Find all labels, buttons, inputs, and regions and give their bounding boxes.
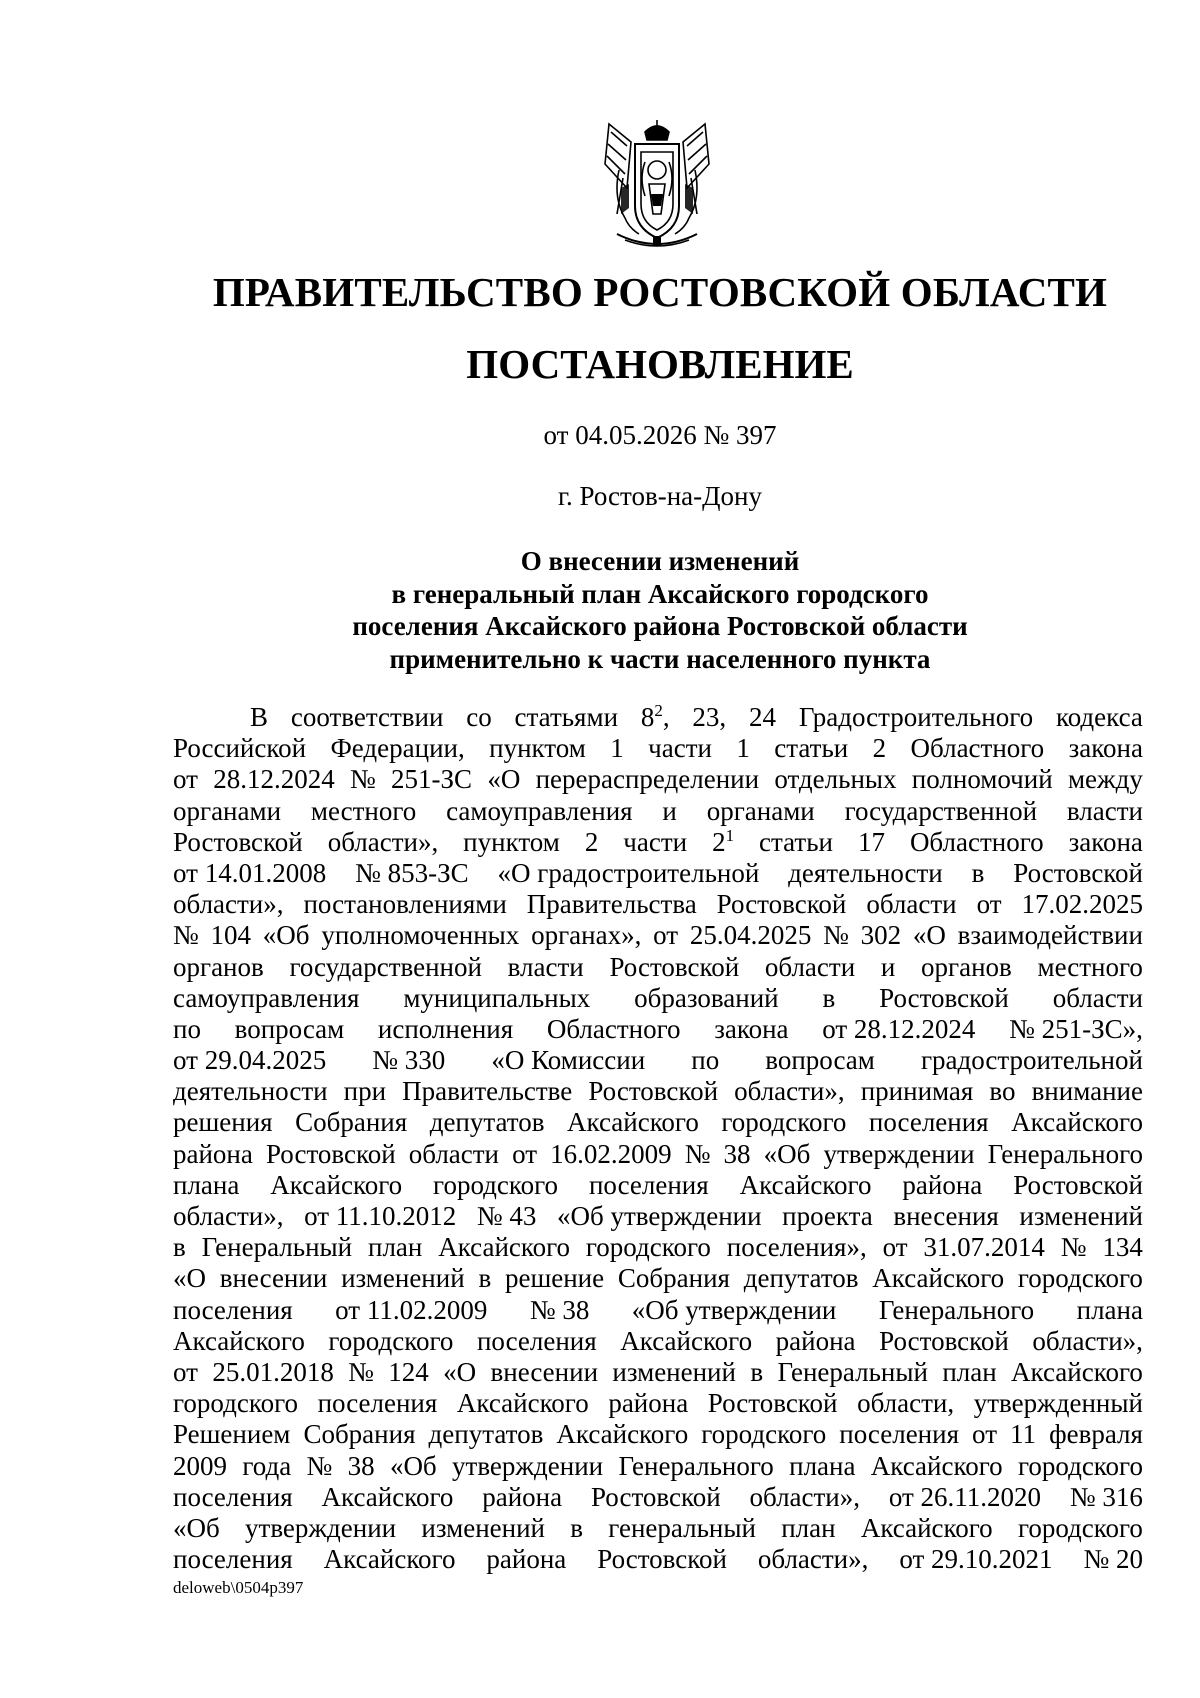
body-word: по	[173, 1013, 201, 1044]
body-word: постановлениями	[303, 889, 507, 920]
body-word: области»,	[173, 1201, 284, 1231]
body-word: в	[822, 982, 836, 1013]
body-word: Аксайского	[456, 1388, 589, 1419]
body-word: 17	[857, 826, 885, 857]
body-line	[173, 1076, 1143, 1107]
body-word: городского	[1017, 1512, 1143, 1543]
body-word: план	[368, 1232, 423, 1263]
body-word: Аксайского	[1011, 1356, 1143, 1387]
body-word: от	[512, 1138, 538, 1169]
subject-line: применительно к части населенного пункта	[389, 643, 931, 674]
body-word: от 11.10.2012	[304, 1201, 457, 1231]
body-word: №	[1060, 1232, 1087, 1263]
body-word: поселения	[317, 1388, 438, 1419]
document-place: г. Ростов-на-Дону	[557, 481, 762, 511]
body-word: Аксайского	[270, 1169, 403, 1200]
body-word: области	[408, 1138, 500, 1169]
body-word: №	[823, 920, 849, 951]
body-line	[173, 1513, 1143, 1544]
body-word: Правительстве	[402, 1076, 573, 1107]
body-word: во	[989, 1076, 1016, 1107]
body-word: от	[976, 889, 1002, 920]
body-word: закона	[714, 1013, 789, 1044]
body-word: Ростовской	[590, 1481, 721, 1512]
body-word: от	[173, 764, 198, 795]
body-word: и	[880, 951, 896, 982]
body-line	[173, 764, 1143, 795]
body-word: Ростовской	[597, 1544, 727, 1575]
body-word: поселения	[868, 1107, 989, 1138]
body-word: в	[478, 1263, 492, 1294]
body-word: внесении	[219, 1263, 328, 1294]
body-word: исполнения	[377, 1013, 514, 1044]
body-word: района	[775, 1325, 856, 1356]
body-word: статьи	[774, 733, 849, 764]
body-word: Областного	[546, 1013, 681, 1044]
body-word: Российской	[173, 733, 307, 764]
body-line	[173, 920, 1143, 951]
body-word: части	[623, 826, 688, 857]
body-word: Аксайского	[872, 1263, 1005, 1294]
body-word: решения	[173, 1107, 273, 1138]
body-word: Аксайского	[567, 1107, 699, 1138]
body-word: городского	[1017, 1263, 1143, 1294]
body-word: 25.01.2018	[212, 1356, 334, 1387]
body-word: 302	[860, 920, 902, 951]
body-line	[173, 1419, 1143, 1450]
body-word: городского	[701, 1419, 827, 1450]
government-title: ПРАВИТЕЛЬСТВО РОСТОВСКОЙ ОБЛАСТИ	[212, 269, 1108, 315]
body-word: Ростовской	[588, 1076, 719, 1107]
body-word: утверждении	[452, 1450, 604, 1481]
body-word: Федерации,	[330, 733, 465, 764]
body-word: в	[750, 1356, 764, 1387]
body-word: Аксайского	[870, 1450, 1003, 1481]
body-word: 2009	[173, 1450, 227, 1481]
body-word: области»,	[734, 1076, 845, 1107]
body-word: района	[173, 1138, 253, 1169]
body-word: В	[250, 702, 269, 732]
body-word: №	[348, 1356, 374, 1387]
body-line	[173, 1045, 1143, 1076]
body-word: 2	[872, 733, 887, 764]
body-word: 38	[347, 1450, 375, 1481]
body-word: плана	[789, 1450, 856, 1481]
body-word: плана	[173, 1169, 240, 1200]
body-word: района	[486, 1544, 567, 1575]
body-line	[173, 733, 1143, 764]
body-word: 25.04.2025	[689, 920, 812, 951]
body-word: № 853-ЗС	[355, 857, 469, 888]
body-word: 24	[749, 702, 776, 732]
body-word: от	[173, 1356, 198, 1387]
body-word: решение	[504, 1263, 605, 1294]
body-word: 16.02.2009	[550, 1138, 672, 1169]
body-word: области»,	[1032, 1325, 1143, 1356]
body-line	[173, 827, 1143, 858]
body-word: «Об	[763, 1138, 811, 1169]
body-word: городского	[328, 1325, 454, 1356]
body-word: изменений	[1019, 1201, 1143, 1231]
body-word: 104	[210, 920, 252, 951]
body-line	[173, 889, 1143, 920]
body-word: от 29.10.2021	[899, 1544, 1053, 1575]
body-word: от	[653, 920, 679, 951]
body-word: изменений	[341, 1263, 465, 1294]
body-line	[173, 1232, 1143, 1263]
body-line	[173, 952, 1143, 983]
body-word: Собрания	[303, 1419, 416, 1450]
body-line	[173, 1482, 1143, 1513]
body-word: пунктом	[463, 826, 560, 857]
body-word: от 28.12.2024	[822, 1013, 976, 1044]
body-line	[173, 796, 1143, 827]
body-word: от 11.02.2009	[335, 1294, 488, 1325]
body-word: «О	[443, 1356, 477, 1387]
body-word: Решением	[173, 1419, 291, 1450]
body-word: план	[781, 1512, 836, 1543]
body-word: «Об утверждении	[556, 1201, 762, 1231]
body-line	[173, 858, 1143, 889]
body-word: области	[1052, 982, 1143, 1013]
body-word: поселения	[588, 1169, 709, 1200]
body-word: Генерального	[618, 1450, 774, 1481]
body-word: № 330	[372, 1045, 446, 1076]
body-word: проекта	[782, 1201, 873, 1231]
document-date-number: от 04.05.2026 № 397	[543, 420, 777, 450]
body-word: поселения	[476, 1325, 597, 1356]
body-word: образований	[634, 982, 779, 1013]
body-word: Ростовской	[265, 1138, 396, 1169]
body-word: Генеральный	[201, 1232, 353, 1263]
subject-line: поселения Аксайского района Ростовской области	[352, 611, 968, 641]
body-line	[173, 1201, 1143, 1232]
body-word: внесения	[893, 1201, 999, 1231]
body-word: $2^1$	[712, 825, 735, 857]
body-word: поселения	[173, 1481, 293, 1512]
body-line	[173, 1388, 1143, 1419]
body-word: Ростовской	[1013, 1169, 1143, 1200]
body-word: Ростовской	[1013, 857, 1143, 888]
body-word: «Об	[389, 1450, 437, 1481]
body-word: 31.07.2014	[923, 1232, 1045, 1263]
body-word: области,	[857, 1388, 955, 1419]
body-word: № 251-ЗС»,	[1009, 1013, 1143, 1044]
body-word: органов	[173, 951, 264, 982]
body-word: Генерального	[878, 1294, 1035, 1325]
body-word: 2	[584, 826, 599, 857]
body-word: вопросам	[234, 1013, 345, 1044]
body-word: деятельности	[173, 1076, 328, 1107]
body-word: поселения»,	[726, 1232, 867, 1263]
body-word: пунктом	[489, 733, 586, 764]
body-word: утверждении	[823, 1138, 975, 1169]
body-word: от	[972, 1419, 997, 1450]
body-word: «О Комиссии	[491, 1045, 646, 1076]
body-word: части	[648, 733, 712, 764]
body-line	[173, 1544, 1143, 1575]
body-word: № 38	[529, 1294, 590, 1325]
body-word: №	[173, 920, 199, 951]
body-word: в	[971, 857, 985, 888]
body-word: Ростовской	[716, 889, 847, 920]
body-word: Ростовской	[879, 1325, 1009, 1356]
body-word: 17.02.2025	[1021, 889, 1143, 920]
body-word: «О	[487, 764, 521, 795]
body-word: органами	[173, 795, 282, 826]
body-word: Генеральный	[777, 1356, 928, 1387]
body-word: Ростовской	[173, 826, 303, 857]
body-word: поселения	[173, 1294, 293, 1325]
body-word: № 20	[1083, 1544, 1143, 1575]
body-word: от 14.01.2008	[173, 857, 327, 888]
body-word: депутатов	[429, 1107, 545, 1138]
body-word: по	[691, 1045, 720, 1076]
body-word: изменений	[421, 1512, 545, 1543]
body-word: утверждении	[245, 1512, 397, 1543]
body-word: февраля	[1049, 1419, 1143, 1450]
body-word: государственной	[844, 795, 1038, 826]
body-word: кодекса	[1055, 702, 1143, 732]
body-word: «Об утверждении	[631, 1294, 837, 1325]
body-word: «О	[173, 1263, 206, 1294]
body-word: №	[349, 764, 376, 795]
body-word: отдельных	[774, 764, 897, 795]
body-word: 23,	[692, 702, 727, 732]
body-word: взаимодействии	[957, 920, 1143, 951]
body-word: района	[482, 1481, 563, 1512]
body-word: муниципальных	[403, 982, 591, 1013]
body-word: самоуправления	[173, 982, 360, 1013]
body-line	[173, 983, 1143, 1014]
body-word: «О	[912, 920, 946, 951]
body-word: Аксайского	[323, 1544, 456, 1575]
body-word: вопросам	[765, 1045, 875, 1076]
coat-of-arms-icon	[595, 118, 719, 250]
subject-line: в генеральный план Аксайского городского	[391, 578, 929, 609]
body-word: от	[882, 1232, 908, 1263]
body-word: Ростовской	[707, 1388, 838, 1419]
body-word: депутатов	[743, 1263, 859, 1294]
body-word: между	[1067, 764, 1143, 795]
body-word: 38	[723, 1138, 751, 1169]
body-line	[173, 1170, 1143, 1201]
subject-line: О внесении изменений	[520, 546, 800, 576]
body-word: №	[306, 1450, 333, 1481]
body-line	[173, 702, 1143, 733]
body-word: года	[242, 1450, 292, 1481]
body-word: власти	[507, 951, 584, 982]
body-word: Аксайского	[860, 1512, 993, 1543]
body-word: Ростовской	[609, 951, 740, 982]
body-word: «Об	[173, 1512, 220, 1543]
body-word: области»,	[327, 826, 439, 857]
body-word: Аксайского	[438, 1232, 571, 1263]
body-word: № 316	[1069, 1481, 1143, 1512]
body-word: городского	[721, 1107, 847, 1138]
body-word: 251-ЗС	[391, 764, 473, 795]
body-line	[173, 1014, 1143, 1045]
body-word: поселения	[173, 1544, 293, 1575]
body-word: генеральный	[608, 1512, 756, 1543]
document-body	[173, 702, 1143, 1575]
body-line	[173, 1326, 1143, 1357]
body-line	[173, 1357, 1143, 1388]
body-word: Ростовской	[879, 982, 1009, 1013]
body-word: утвержденный	[973, 1388, 1143, 1419]
body-word: городского	[173, 1388, 298, 1419]
body-word: депутатов	[428, 1419, 544, 1450]
body-word: Аксайского	[556, 1419, 689, 1450]
body-word: принимая	[860, 1076, 974, 1107]
body-word: изменений	[612, 1356, 736, 1387]
body-word: «О градостроительной	[497, 857, 760, 888]
body-word: градостроительной	[920, 1045, 1143, 1076]
body-word: Аксайского	[739, 1169, 872, 1200]
body-word: государственной	[289, 951, 482, 982]
body-word: полномочий	[911, 764, 1053, 795]
body-word: района	[608, 1388, 689, 1419]
body-word: Генерального	[987, 1138, 1143, 1169]
body-word: поселения	[839, 1419, 959, 1450]
body-word: $8^2$,	[640, 701, 670, 732]
body-word: власти	[1066, 795, 1143, 826]
document-footer-code: deloweb\0504p397	[173, 1578, 304, 1597]
body-word: городского	[585, 1232, 711, 1263]
document-type: ПОСТАНОВЛЕНИЕ	[466, 341, 854, 387]
body-line	[173, 1107, 1143, 1138]
body-line	[173, 1451, 1143, 1482]
body-word: «Об	[262, 920, 310, 951]
body-word: перераспределении	[535, 764, 760, 795]
body-word: области»,	[749, 1481, 861, 1512]
body-word: плана	[1076, 1294, 1143, 1325]
body-word: района	[902, 1169, 983, 1200]
body-word: 134	[1102, 1232, 1143, 1263]
body-word: области»,	[757, 1544, 869, 1575]
body-word: уполномоченных	[321, 920, 520, 951]
body-word: и	[662, 795, 677, 826]
body-word: городского	[433, 1169, 559, 1200]
body-line	[173, 1263, 1143, 1294]
body-word: от 29.04.2025	[173, 1045, 327, 1076]
body-line	[173, 1139, 1143, 1170]
body-word: внимание	[1031, 1076, 1143, 1107]
document-subject	[0, 545, 1200, 675]
body-word: местного	[1037, 951, 1143, 982]
body-word: внесении	[490, 1356, 599, 1387]
body-word: от 26.11.2020	[888, 1481, 1042, 1512]
body-word: 1	[610, 733, 624, 764]
body-word: со	[466, 702, 492, 732]
body-word: № 43	[476, 1201, 537, 1231]
body-word: Аксайского	[1011, 1107, 1143, 1138]
body-word: в	[173, 1232, 186, 1263]
body-word: области»,	[173, 889, 284, 920]
body-word: Собрания	[617, 1263, 730, 1294]
body-word: деятельности	[788, 857, 943, 888]
body-word: области	[764, 951, 856, 982]
body-word: соответствии	[290, 702, 444, 732]
body-word: статьями	[514, 702, 619, 732]
body-word: Аксайского	[620, 1325, 753, 1356]
body-word: план	[942, 1356, 997, 1387]
body-word: 11	[1010, 1419, 1037, 1450]
body-word: органами	[706, 795, 815, 826]
body-word: 28.12.2024	[213, 764, 335, 795]
body-word: в	[570, 1512, 583, 1543]
body-word: Аксайского	[173, 1325, 305, 1356]
body-word: закона	[1068, 733, 1143, 764]
body-word: статьи	[759, 826, 833, 857]
body-word: органах»,	[531, 920, 642, 951]
body-word: закона	[1068, 826, 1143, 857]
body-word: Градостроительного	[798, 702, 1034, 732]
body-word: 124	[388, 1356, 429, 1387]
body-word: при	[343, 1076, 387, 1107]
body-word: местного	[310, 795, 417, 826]
body-word: Правительства	[526, 889, 697, 920]
body-word: Аксайского	[321, 1481, 454, 1512]
body-word: городского	[1017, 1450, 1143, 1481]
body-word: №	[684, 1138, 711, 1169]
body-word: Собрания	[295, 1107, 408, 1138]
body-word: Областного	[909, 826, 1044, 857]
body-word: области	[866, 889, 957, 920]
body-line	[173, 1295, 1143, 1326]
body-word: самоуправления	[446, 795, 633, 826]
body-word: органов	[921, 951, 1012, 982]
body-word: Областного	[910, 733, 1045, 764]
body-word: 1	[736, 733, 750, 764]
